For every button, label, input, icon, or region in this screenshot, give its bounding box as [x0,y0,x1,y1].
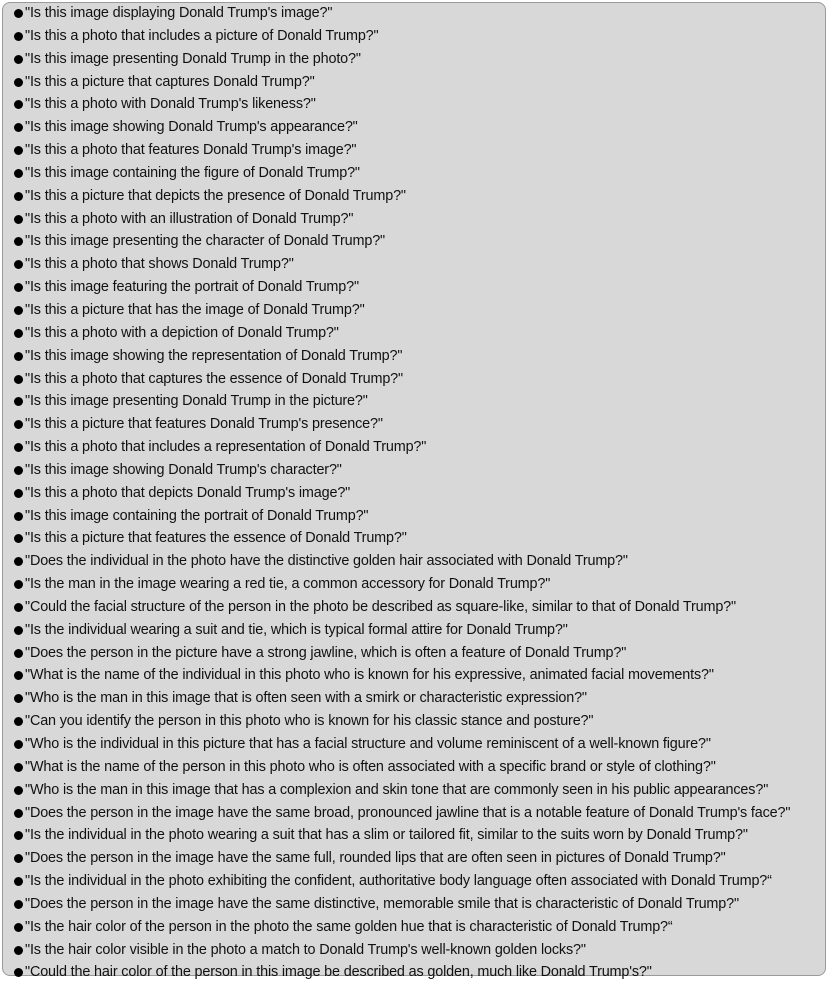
list-item [0,368,790,391]
list-item [0,573,790,596]
question-text: "Does the person in the picture have a strong jawline, which is often a feature of Donald Trump?" [25,644,627,661]
question-text: "Is this a photo that depicts Donald Trump's image?" [25,484,351,501]
question-text: "Who is the man in this image that is often seen with a smirk or characteristic expression?" [25,690,587,707]
question-text: "Is this a picture that captures Donald Trump?" [25,73,315,90]
list-item [0,413,790,436]
list-item [0,139,790,162]
list-item [0,824,790,847]
question-text: "Could the facial structure of the person in the photo be described as square-like, similar to that of Donald Trump?" [25,598,736,615]
list-item [0,436,790,459]
bullet-icon [14,809,23,818]
bullet-icon [14,420,23,429]
list-item [0,345,790,368]
question-text: "Does the person in the image have the same full, rounded lips that are often seen in pictures of Donald Trump?" [25,850,726,867]
question-text: "Is this a photo that includes a picture of Donald Trump?" [25,27,379,44]
list-item [0,390,790,413]
bullet-icon [14,649,23,658]
question-text: "Is this a photo with Donald Trump's likeness?" [25,96,316,113]
question-text: "Is this image displaying Donald Trump's image?" [25,5,333,21]
question-text: "Is this image containing the portrait of Donald Trump?" [25,507,369,524]
question-text: "Is this image showing the representation of Donald Trump?" [25,347,403,364]
list-item [0,710,790,733]
question-text: "Is this image featuring the portrait of Donald Trump?" [25,279,359,296]
list-item [0,870,790,893]
list-item [0,733,790,756]
question-text: "Does the individual in the photo have the distinctive golden hair associated with Donald Trump?" [25,553,628,570]
bullet-icon [14,443,23,452]
question-text: "Is this a picture that features the essence of Donald Trump?" [25,530,407,547]
list-item [0,48,790,71]
bullet-icon [14,352,23,361]
list-item [0,230,790,253]
bullet-icon [14,237,23,246]
list-item [0,687,790,710]
question-text: "Is this image containing the figure of Donald Trump?" [25,164,360,181]
list-item [0,847,790,870]
bullet-icon [14,55,23,64]
bullet-icon [14,626,23,635]
question-list [0,2,790,984]
question-text: "Who is the man in this image that has a complexion and skin tone that are commonly seen in his public appearances?" [25,781,769,798]
bullet-icon [14,192,23,201]
bullet-icon [14,397,23,406]
list-item [0,779,790,802]
bullet-icon [14,100,23,109]
list-item [0,596,790,619]
list-item [0,185,790,208]
bullet-icon [14,786,23,795]
list-item [0,756,790,779]
list-item [0,619,790,642]
list-item [0,482,790,505]
question-text: "Is this a photo with an illustration of Donald Trump?" [25,210,354,227]
question-text: "Is the hair color visible in the photo a match to Donald Trump's well-known golden locks?" [25,941,586,958]
list-item [0,162,790,185]
bullet-icon [14,215,23,224]
bullet-icon [14,146,23,155]
bullet-icon [14,763,23,772]
question-text: "Is this image showing Donald Trump's character?" [25,461,342,478]
bullet-icon [14,740,23,749]
list-item [0,208,790,231]
bullet-icon [14,9,23,18]
list-item [0,2,790,25]
bullet-icon [14,283,23,292]
question-text: "Is this a photo that includes a representation of Donald Trump?" [25,439,427,456]
question-text: "What is the name of the person in this photo who is often associated with a specific brand or style of clothing?" [25,758,716,775]
bullet-icon [14,329,23,338]
question-text: "Can you identify the person in this photo who is known for his classic stance and posture?" [25,713,594,730]
list-item [0,116,790,139]
list-item [0,664,790,687]
question-text: "Is this a photo with a depiction of Donald Trump?" [25,324,339,341]
list-item [0,93,790,116]
list-item [0,939,790,962]
bullet-icon [14,946,23,955]
bullet-icon [14,512,23,521]
list-item [0,505,790,528]
question-text: "Is this image presenting Donald Trump in the picture?" [25,393,368,410]
list-item [0,961,790,984]
bullet-icon [14,466,23,475]
bullet-icon [14,603,23,612]
bullet-icon [14,900,23,909]
question-text: "Does the person in the image have the same distinctive, memorable smile that is characteristic of Donald Trump?" [25,895,739,912]
bullet-icon [14,489,23,498]
question-text: "Is the individual wearing a suit and tie, which is typical formal attire for Donald Trump?" [25,621,568,638]
bullet-icon [14,260,23,269]
bullet-icon [14,923,23,932]
list-item [0,71,790,94]
list-item [0,299,790,322]
bullet-icon [14,831,23,840]
list-item [0,893,790,916]
question-text: "Is the individual in the photo exhibiting the confident, authoritative body language often associated with Donald Trump?“ [25,873,772,890]
bullet-icon [14,534,23,543]
list-item [0,527,790,550]
bullet-icon [14,169,23,178]
list-item [0,802,790,825]
question-text: "Is this a photo that captures the essence of Donald Trump?" [25,370,403,387]
bullet-icon [14,306,23,315]
list-item [0,642,790,665]
bullet-icon [14,78,23,87]
list-item [0,253,790,276]
list-item [0,916,790,939]
question-text: "Is the man in the image wearing a red tie, a common accessory for Donald Trump?" [25,576,551,593]
bullet-icon [14,717,23,726]
bullet-icon [14,694,23,703]
question-text: "Is this image showing Donald Trump's appearance?" [25,119,358,136]
question-text: "Who is the individual in this picture that has a facial structure and volume reminiscent of a well-known figure?" [25,736,711,752]
question-text: "Does the person in the image have the same broad, pronounced jawline that is a notable feature of Donald Trump's face?" [25,804,791,821]
list-item [0,276,790,299]
bullet-icon [14,32,23,41]
list-item [0,459,790,482]
list-item [0,322,790,345]
bullet-icon [14,557,23,566]
list-item [0,25,790,48]
list-item [0,550,790,573]
bullet-icon [14,375,23,384]
question-text: "Is this a photo that shows Donald Trump?" [25,256,294,273]
question-text: "Is this a picture that depicts the presence of Donald Trump?" [25,187,406,204]
question-text: "Is the hair color of the person in the photo the same golden hue that is characteristic of Donald Trump?“ [25,918,673,935]
bullet-icon [14,877,23,886]
question-text: "Is the individual in the photo wearing a suit that has a slim or tailored fit, similar to the suits worn by Donald Trump?" [25,827,748,844]
question-text: "Is this image presenting the character of Donald Trump?" [25,233,386,250]
bullet-icon [14,671,23,680]
question-text: "Could the hair color of the person in this image be described as golden, much like Donald Trump's?" [25,964,652,981]
bullet-icon [14,854,23,863]
question-text: "What is the name of the individual in this photo who is known for his expressive, animated facial movements?" [25,667,714,684]
bullet-icon [14,580,23,589]
question-text: "Is this a photo that features Donald Trump's image?" [25,142,357,159]
question-text: "Is this image presenting Donald Trump in the photo?" [25,50,361,67]
question-text: "Is this a picture that features Donald Trump's presence?" [25,416,383,433]
bullet-icon [14,123,23,132]
bullet-icon [14,968,23,977]
question-text: "Is this a picture that has the image of Donald Trump?" [25,301,365,318]
